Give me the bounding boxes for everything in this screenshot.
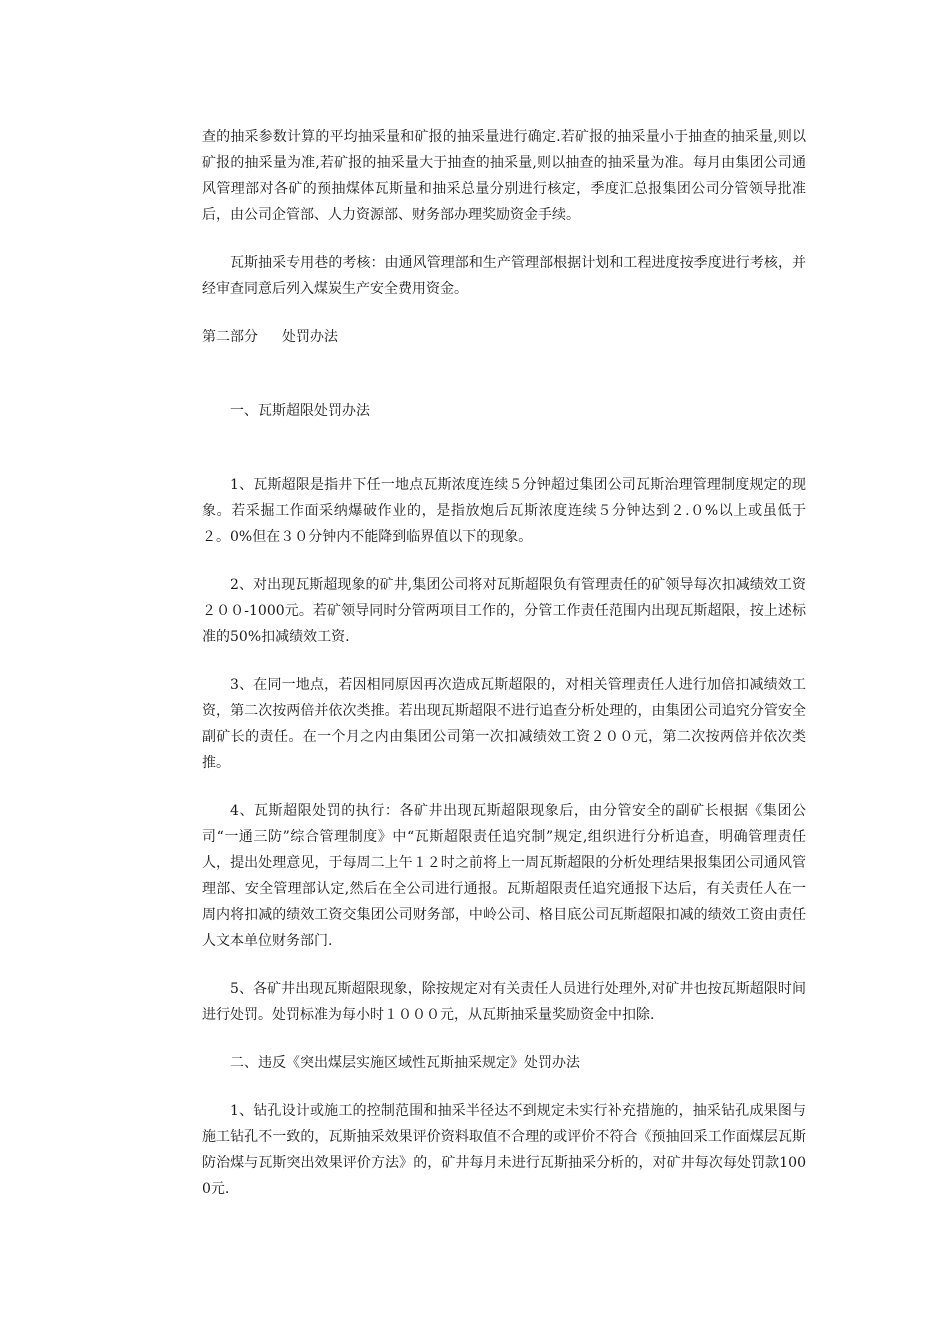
section2-item-1: 1、钻孔设计或施工的控制范围和抽采半径达不到规定未实行补充措施的，抽采钻孔成果图与施工钻孔不一致的，瓦斯抽采效果评价资料取值不合理的或评价不符合《预抽回采工作面煤层瓦斯防治煤与瓦斯突出效果评价方法》的，矿井每月未进行瓦斯抽采分析的，对矿井每次每处罚款1000元. (202, 1103, 806, 1197)
paragraph-drainage-roadway-assessment: 瓦斯抽采专用巷的考核：由通风管理部和生产管理部根据计划和工程进度按季度进行考核，并经审查同意后列入煤炭生产安全费用资金。 (202, 255, 806, 297)
paragraph-reward-assessment: 查的抽采参数计算的平均抽采量和矿报的抽采量进行确定.若矿报的抽采量小于抽查的抽采量,则以矿报的抽采量为准,若矿报的抽采量大于抽查的抽采量,则以抽查的抽采量为准。每月由集团公司通风管理部对各矿的预抽煤体瓦斯量和抽采总量分别进行核定，季度汇总报集团公司分管领导批准后，由公司企管部、人力资源部、财务部办理奖励资金手续。 (202, 129, 806, 223)
document-page (202, 124, 806, 1202)
section1-item-4: 4、瓦斯超限处罚的执行：各矿井出现瓦斯超限现象后，由分管安全的副矿长根据《集团公司“一通三防”综合管理制度》中“瓦斯超限责任追究制”规定,组织进行分析追查，明确管理责任人，提出处理意见，于每周二上午１２时之前将上一周瓦斯超限的分析处理结果报集团公司通风管理部、安全管理部认定,然后在全公司进行通报。瓦斯超限责任追究通报下达后，有关责任人在一周内将扣减的绩效工资交集团公司财务部，中岭公司、格目底公司瓦斯超限扣减的绩效工资由责任人文本单位财务部门. (202, 803, 806, 949)
section1-item-5: 5、各矿井出现瓦斯超限现象，除按规定对有关责任人员进行处理外,对矿井也按瓦斯超限时间进行处罚。处罚标准为每小时１０００元，从瓦斯抽采量奖励资金中扣除. (202, 981, 806, 1023)
section1-title: 一、瓦斯超限处罚办法 (230, 403, 370, 419)
part-heading (202, 324, 806, 350)
section1-item-3: 3、在同一地点，若因相同原因再次造成瓦斯超限的，对相关管理责任人进行加倍扣减绩效工资，第二次按两倍并依次类推。若出现瓦斯超限不进行追查分析处理的，由集团公司追究分管安全副矿长的责任。在一个月之内由集团公司第一次扣减绩效工资２００元，第二次按两倍并依次类推。 (202, 677, 806, 771)
part-number: 第二部分 (202, 329, 258, 345)
section1-item-1: 1、瓦斯超限是指井下任一地点瓦斯浓度连续５分钟超过集团公司瓦斯治理管理制度规定的现象。若采掘工作面采纳爆破作业的，是指放炮后瓦斯浓度连续５分钟达到２.０%以上或虽低于２。0%但在３０分钟内不能降到临界值以下的现象。 (202, 477, 806, 545)
part-title: 处罚办法 (282, 329, 338, 345)
section2-title: 二、违反《突出煤层实施区域性瓦斯抽采规定》处罚办法 (230, 1055, 580, 1071)
section1-item-2: 2、对出现瓦斯超现象的矿井,集团公司将对瓦斯超限负有管理责任的矿领导每次扣减绩效工资２００-1000元。若矿领导同时分管两项目工作的，分管工作责任范围内出现瓦斯超限，按上述标准的50%扣减绩效工资. (202, 577, 806, 645)
